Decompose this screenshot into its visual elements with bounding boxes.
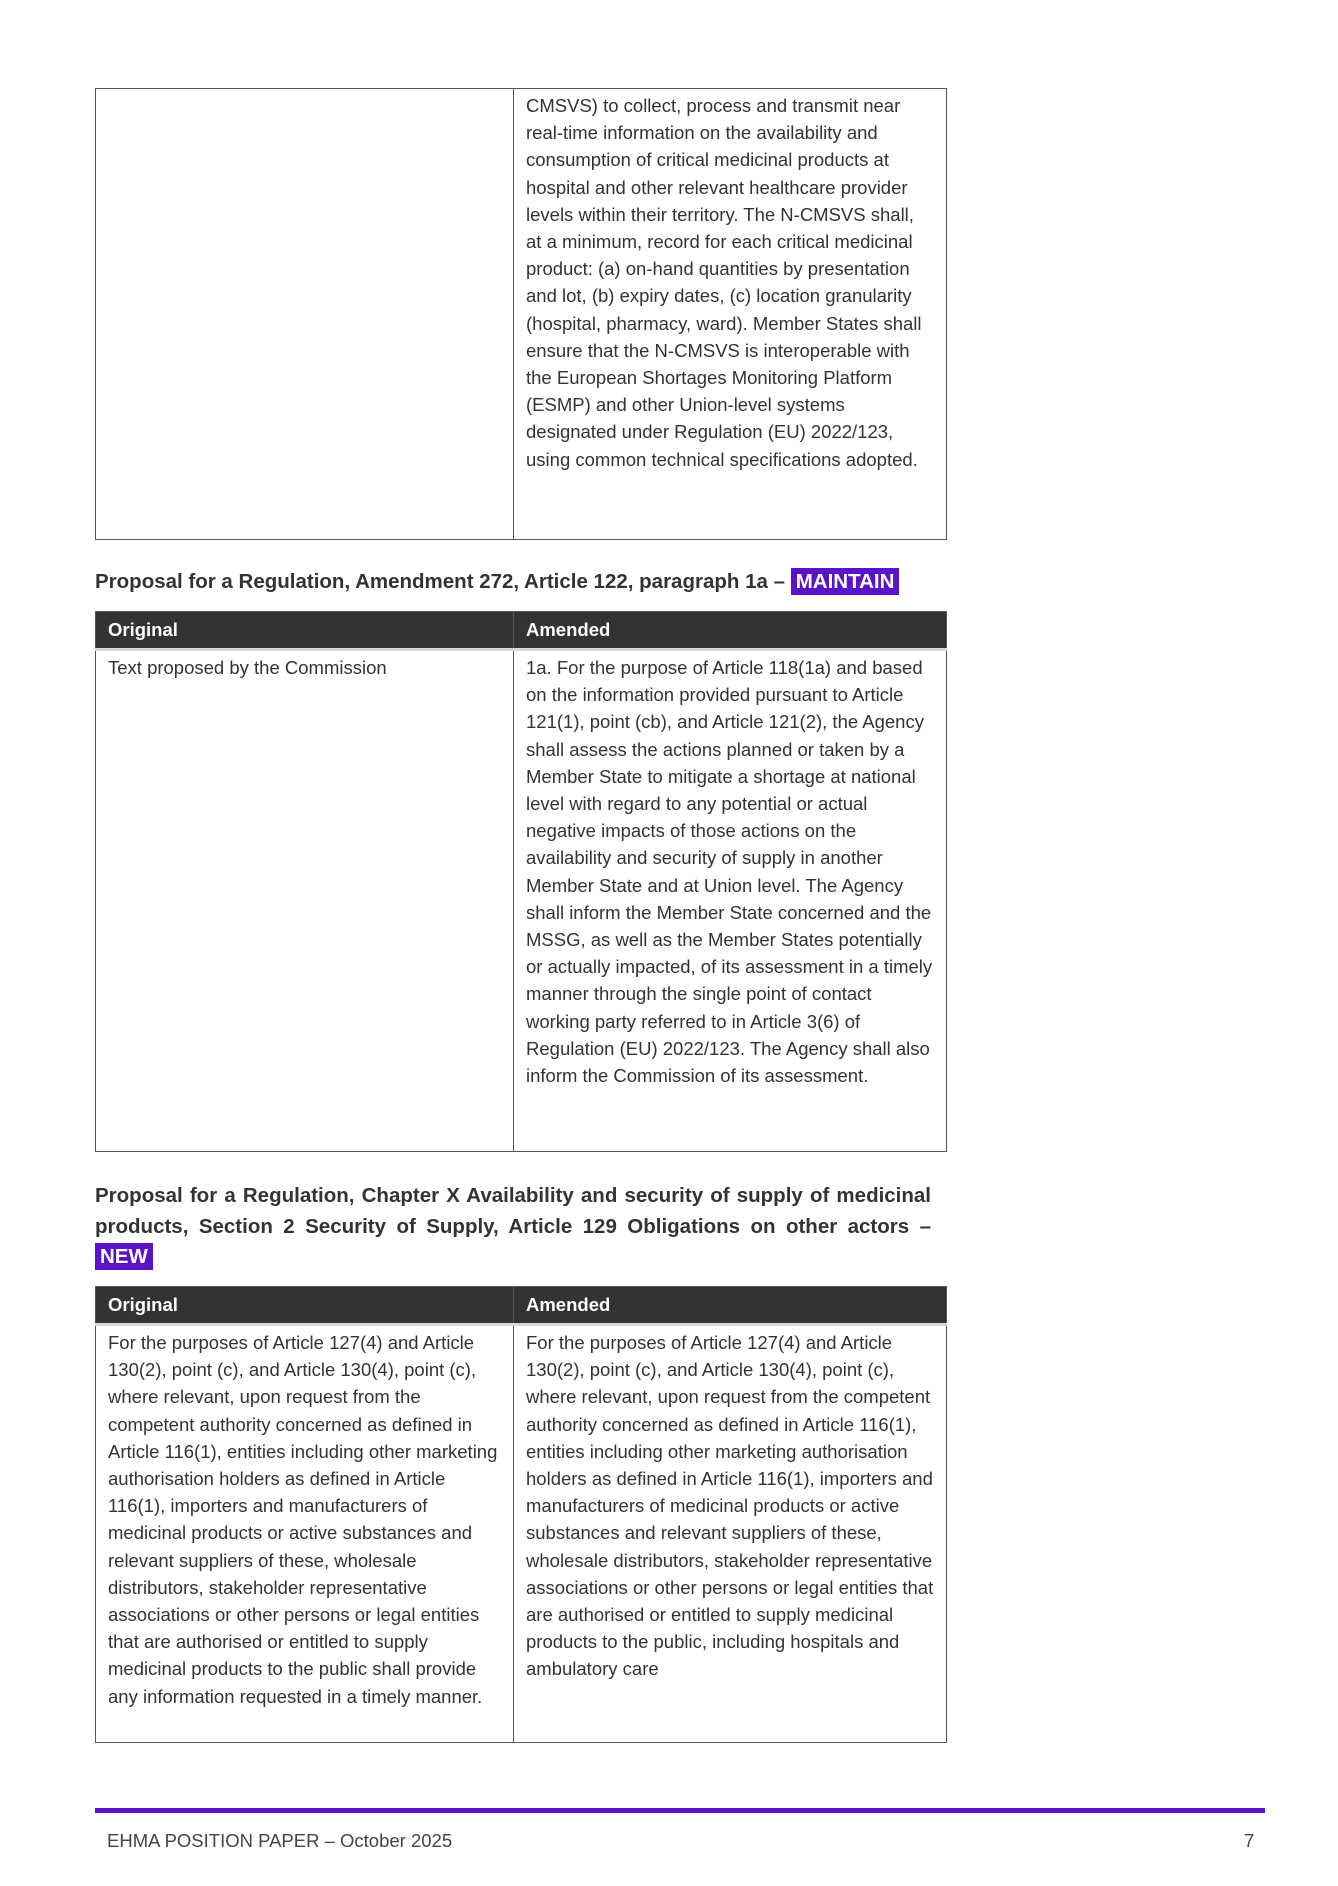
section-heading-amendment-272 [95, 567, 931, 598]
amendment-272-table [95, 611, 947, 1152]
table-header-row [96, 1287, 947, 1325]
original-cell [96, 89, 514, 540]
column-header-amended: Amended [514, 1287, 947, 1325]
table-row [96, 1325, 947, 1743]
table-row [96, 650, 947, 1152]
maintain-badge: MAINTAIN [791, 568, 900, 595]
page-number: 7 [1244, 1830, 1255, 1851]
section-heading-article-129 [95, 1181, 931, 1273]
column-header-original: Original [96, 612, 514, 650]
article-129-table [95, 1286, 947, 1743]
amended-cell: CMSVS) to collect, process and transmit near real-time information on the availability and consumption of critical medicinal products at hospital and other relevant healthcare provider levels within their territory. The N-CMSVS shall, at a minimum, record for each critical medicinal product: (a) on-hand quantities by presentation and lot, (b) expiry dates, (c) location granularity (hospital, pharmacy, ward). Member States shall ensure that the N-CMSVS is interoperable with the European Shortages Monitoring Platform (ESMP) and other Union-level systems designated under Regulation (EU) 2022/123, using common technical specifications adopted. [514, 89, 947, 540]
column-header-original: Original [96, 1287, 514, 1325]
original-cell: Text proposed by the Commission [96, 650, 514, 1152]
original-cell: For the purposes of Article 127(4) and Article 130(2), point (c), and Article 130(4), point (c), where relevant, upon request from the competent authority concerned as defined in Article 116(1), entities including other marketing authorisation holders as defined in Article 116(1), importers and manufacturers of medicinal products or active substances and relevant suppliers of these, wholesale distributors, stakeholder representative associations or other persons or legal entities that are authorised or entitled to supply medicinal products to the public shall provide any information requested in a timely manner. [96, 1325, 514, 1743]
column-header-amended: Amended [514, 612, 947, 650]
new-badge: NEW [95, 1243, 153, 1270]
footer-title: EHMA POSITION PAPER – October 2025 [107, 1830, 453, 1851]
section-heading-text: Proposal for a Regulation, Chapter X Availability and security of supply of medicinal products, Section 2 Security of Supply, Article 129 Obligations on other actors – [95, 1184, 931, 1238]
table-header-row [96, 612, 947, 650]
table-row [96, 89, 947, 540]
footer-divider [95, 1808, 1265, 1813]
continued-amendment-table [95, 88, 947, 540]
section-heading-text: Proposal for a Regulation, Amendment 272, Article 122, paragraph 1a – [95, 570, 791, 593]
amended-cell: 1a. For the purpose of Article 118(1a) and based on the information provided pursuant to Article 121(1), point (cb), and Article 121(2), the Agency shall assess the actions planned or taken by a Member State to mitigate a shortage at national level with regard to any potential or actual negative impacts of those actions on the availability and security of supply in another Member State and at Union level. The Agency shall inform the Member State concerned and the MSSG, as well as the Member States potentially or actually impacted, of its assessment in a timely manner through the single point of contact working party referred to in Article 3(6) of Regulation (EU) 2022/123. The Agency shall also inform the Commission of its assessment. [514, 650, 947, 1152]
amended-cell: For the purposes of Article 127(4) and Article 130(2), point (c), and Article 130(4), point (c), where relevant, upon request from the competent authority concerned as defined in Article 116(1), entities including other marketing authorisation holders as defined in Article 116(1), importers and manufacturers of medicinal products or active substances and relevant suppliers of these, wholesale distributors, stakeholder representative associations or other persons or legal entities that are authorised or entitled to supply medicinal products to the public, including hospitals and ambulatory care [514, 1325, 947, 1743]
